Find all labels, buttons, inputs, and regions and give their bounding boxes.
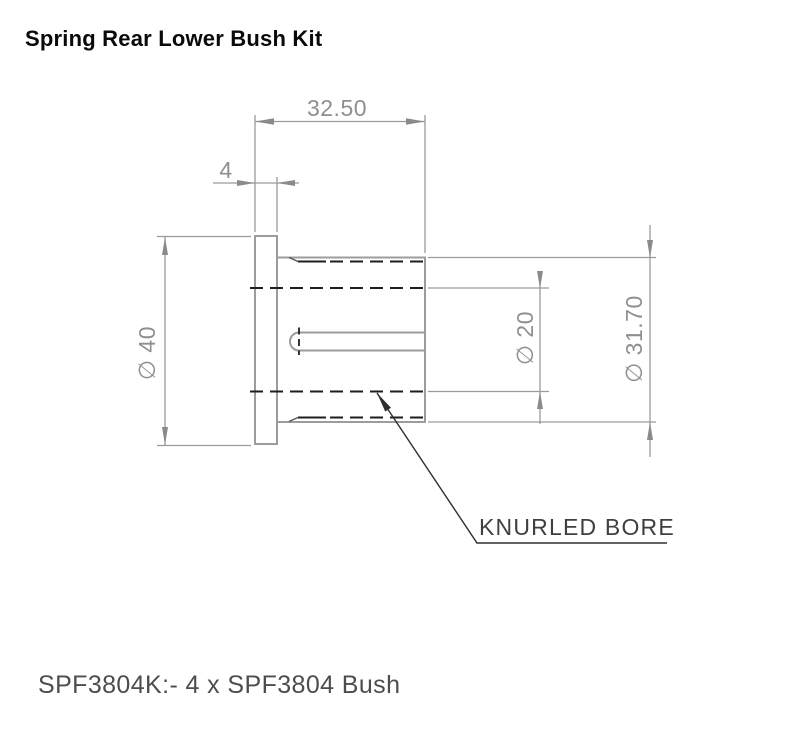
slot-end-arc <box>290 333 299 351</box>
arrowhead-bore-dia-top <box>537 271 543 289</box>
arrowhead-flange-dia-top <box>162 237 168 255</box>
arrowhead-outer-dia-top <box>647 240 653 258</box>
dim-text-body-length: 32.50 <box>306 95 368 121</box>
arrowhead-outer-dia-bottom <box>647 422 653 440</box>
knurled-bore-label: KNURLED BORE <box>479 514 675 540</box>
leader-arrowhead-knurled-bore <box>377 393 391 412</box>
knurl-chamfer-tick-bottom <box>289 418 298 422</box>
dim-text-flange-diameter: ∅ 40 <box>134 326 160 381</box>
flange-outline <box>255 236 277 444</box>
arrowhead-bore-dia-bottom <box>537 392 543 410</box>
arrowhead-thickness-right <box>277 180 295 186</box>
arrowhead-length-left <box>255 118 274 124</box>
dim-text-bore-diameter: ∅ 20 <box>512 311 538 366</box>
dim-text-outer-diameter: ∅ 31.70 <box>621 295 647 383</box>
dim-text-flange-thickness: 4 <box>219 157 233 183</box>
footer-part-info: SPF3804K:- 4 x SPF3804 Bush <box>38 671 401 699</box>
arrowhead-length-right <box>406 118 425 124</box>
arrowhead-flange-dia-bottom <box>162 427 168 445</box>
page-title: Spring Rear Lower Bush Kit <box>25 26 323 51</box>
